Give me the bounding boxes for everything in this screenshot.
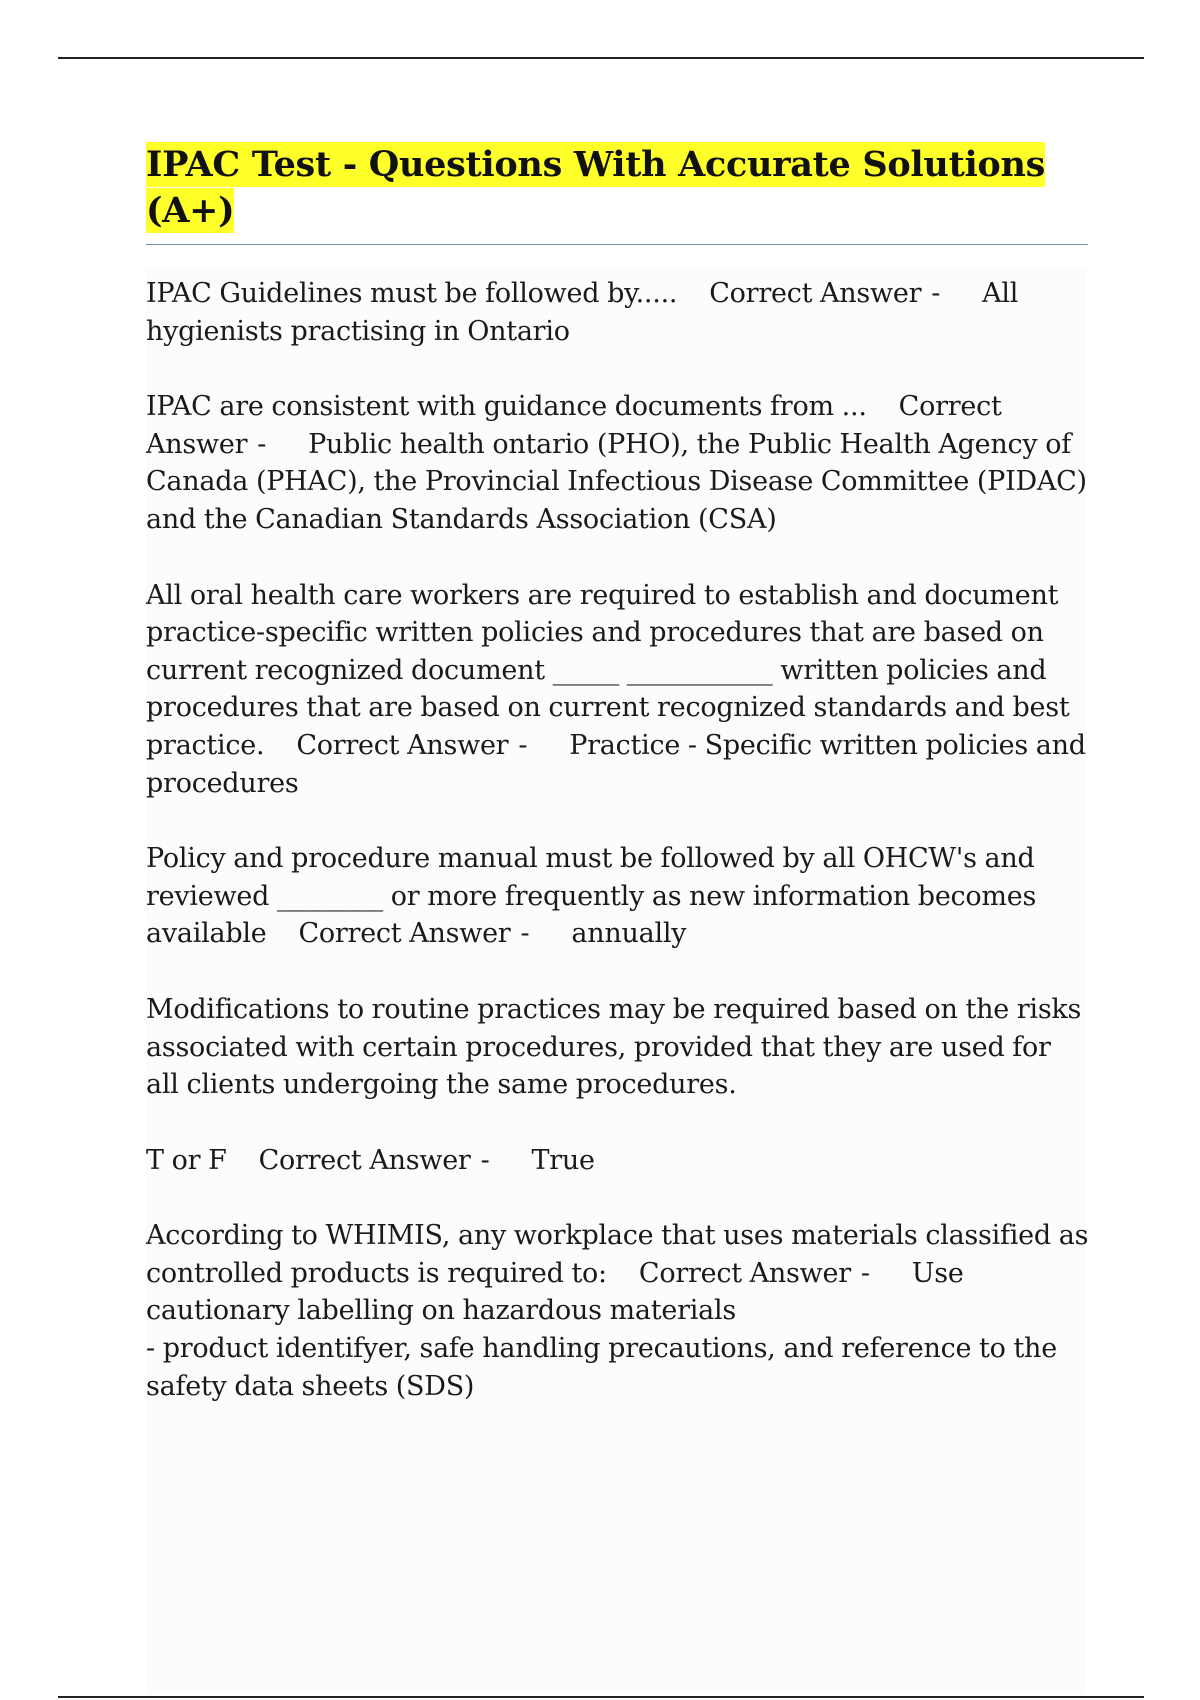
qa-item <box>146 1217 1091 1405</box>
answer-text: Public health ontario (PHO), the Public Health Agency of Canada (PHAC), the Provincial Infectious Disease Committee (PIDAC) and the Canadian Standards Association (CSA) <box>146 428 1087 535</box>
answer-text: True <box>531 1144 595 1176</box>
qa-item <box>146 388 1091 538</box>
answer-label: Correct Answer <box>638 1257 851 1289</box>
answer-label: Correct Answer <box>258 1144 471 1176</box>
answer-separator: - <box>480 1144 490 1176</box>
answer-separator: - <box>518 729 528 761</box>
qa-item <box>146 577 1091 803</box>
question-text: All oral health care workers are required to establish and document practice-specific written policies and procedures that are based on current recognized document _____ ___________ written policies and procedures that are based on current recognized standards and best practice. <box>146 579 1070 761</box>
answer-label: Correct Answer <box>709 278 922 309</box>
answer-separator: - <box>931 278 941 309</box>
qa-item <box>146 275 1091 350</box>
qa-item <box>146 991 1091 1104</box>
document-page <box>146 142 1091 1443</box>
answer-continuation: - product identifyer, safe handling precautions, and reference to the safety data sheets (SDS) <box>146 1333 1057 1402</box>
question-text: According to WHIMIS, any workplace that uses materials classified as controlled products is required to: <box>146 1220 1089 1289</box>
title-highlight: IPAC Test - Questions With Accurate Solutions (A+) <box>146 144 1046 231</box>
answer-separator: - <box>860 1257 870 1289</box>
question-text: Policy and procedure manual must be followed by all OHCW's and reviewed ________ or more frequently as new information becomes available <box>146 843 1037 950</box>
answer-label: Correct Answer <box>298 918 511 950</box>
question-text: IPAC are consistent with guidance documents from ... <box>146 391 867 423</box>
answer-text: Use cautionary labelling on hazardous materials <box>146 1257 964 1327</box>
answer-text: Practice - Specific written policies and procedures <box>146 729 1086 799</box>
answer-label: Correct Answer <box>296 729 509 761</box>
answer-label: Correct Answer <box>146 391 1002 460</box>
qa-list <box>146 275 1091 1405</box>
answer-separator: - <box>520 918 530 950</box>
question-text: IPAC Guidelines must be followed by..... <box>146 278 678 309</box>
answer-text: annually <box>571 918 687 950</box>
question-text: Modifications to routine practices may be required based on the risks associated with certain procedures, provided that they are used for all clients undergoing the same procedures. <box>146 993 1082 1101</box>
answer-separator: - <box>257 428 267 460</box>
answer-text: All hygienists practising in Ontario <box>146 278 1019 347</box>
qa-item <box>146 840 1091 953</box>
title-underline <box>146 244 1088 245</box>
footer-rule <box>58 1696 1144 1698</box>
document-title <box>146 142 1091 234</box>
qa-item <box>146 1142 1091 1180</box>
header-rule <box>58 57 1144 59</box>
question-text: T or F <box>146 1144 227 1176</box>
